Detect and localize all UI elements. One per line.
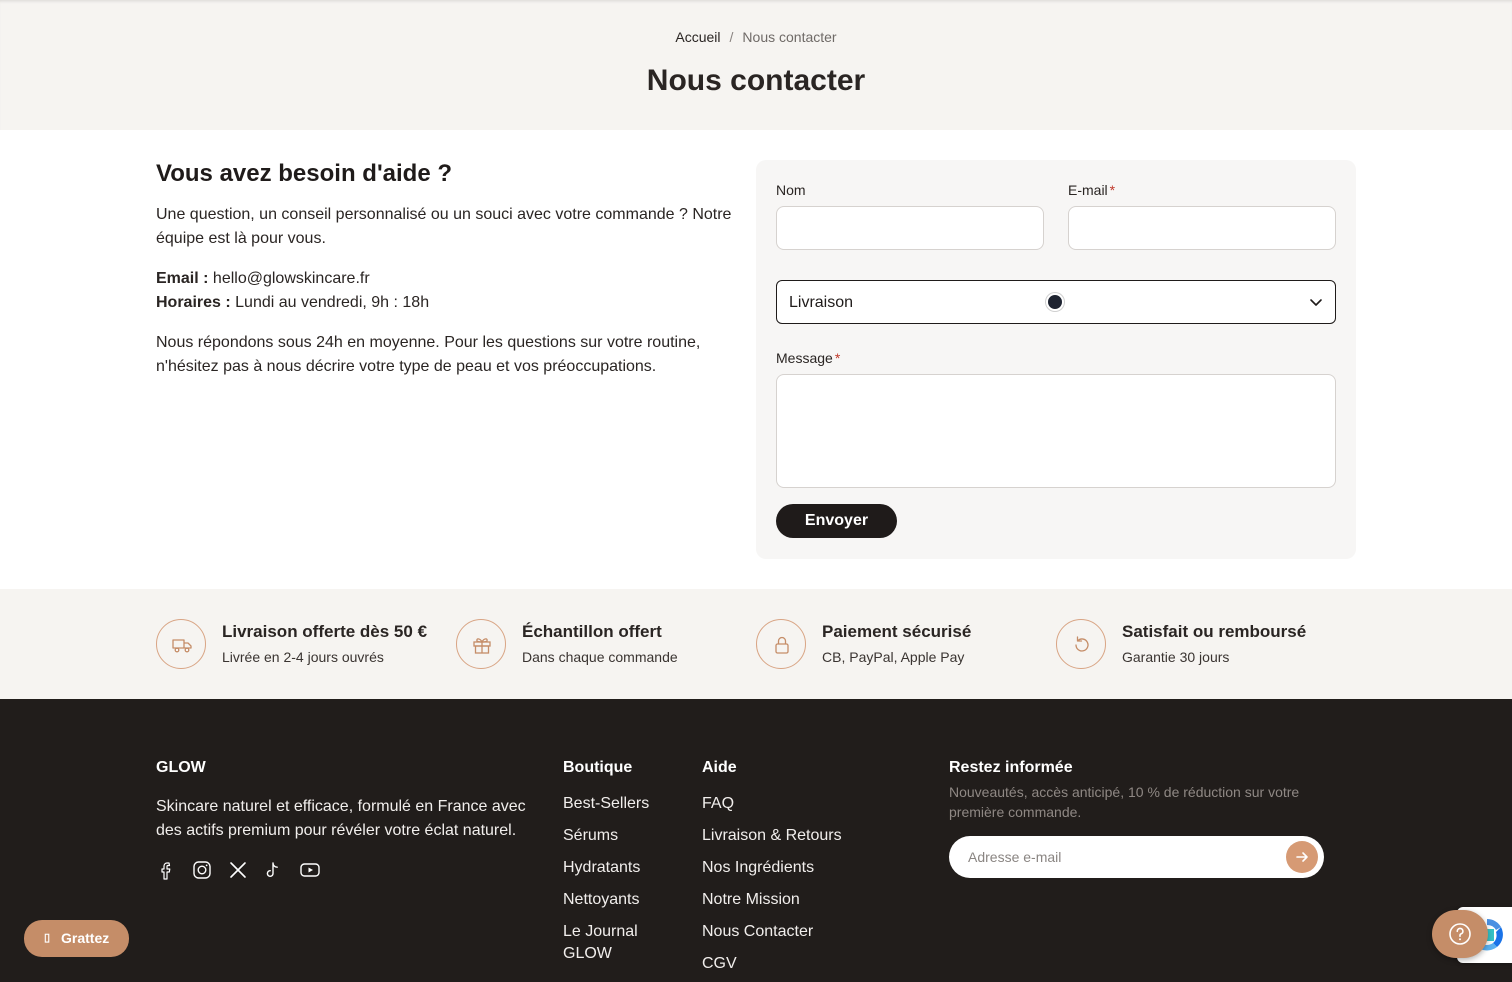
message-label: Message * — [776, 350, 841, 366]
breadcrumb-home-link[interactable]: Accueil — [675, 29, 721, 45]
breadcrumb — [0, 29, 1512, 45]
page-title: Nous contacter — [646, 64, 866, 97]
send-button[interactable]: Envoyer — [776, 504, 897, 538]
lock-icon — [756, 619, 806, 669]
name-label: Nom — [776, 182, 806, 198]
footer-link[interactable]: Best-Sellers — [563, 795, 650, 812]
footer-tagline: Skincare naturel et efficace, formulé en France avec des actifs premium pour révéler votre éclat naturel. — [156, 798, 526, 839]
footer-link[interactable]: Sérums — [563, 827, 619, 844]
social-links — [156, 859, 336, 881]
perk-title: Livraison offerte dès 50 € — [222, 622, 428, 641]
cursor-dot — [1046, 293, 1064, 311]
contact-info — [156, 267, 746, 315]
newsletter-email-input[interactable] — [949, 836, 1324, 878]
newsletter-title: Restez informée — [949, 759, 1073, 776]
chevron-down-icon — [1307, 293, 1325, 311]
breadcrumb-current: Nous contacter — [742, 29, 837, 45]
arrow-right-icon — [1295, 850, 1309, 864]
refresh-icon — [1056, 619, 1106, 669]
footer-link[interactable]: Hydratants — [563, 859, 641, 876]
footer-help-title: Aide — [702, 759, 737, 776]
message-textarea[interactable] — [776, 374, 1336, 488]
help-title: Vous avez besoin d'aide ? — [156, 160, 453, 187]
footer-link[interactable]: Nos Ingrédients — [702, 859, 815, 876]
response-note: Nous répondons sous 24h en moyenne. Pour les questions sur votre routine, n'hésitez pas à nous décrire votre type de peau et vos préoccupations. — [156, 334, 701, 375]
instagram-icon[interactable] — [191, 859, 213, 881]
newsletter-placeholder: Adresse e-mail — [968, 849, 1062, 865]
perk-title: Paiement sécurisé — [822, 622, 972, 641]
truck-icon — [156, 619, 206, 669]
required-mark: * — [834, 350, 841, 366]
newsletter-text: Nouveautés, accès anticipé, 10 % de réduction sur votre première commande. — [949, 784, 1300, 820]
footer-link[interactable]: CGV — [702, 955, 737, 972]
facebook-icon[interactable] — [156, 859, 178, 881]
gift-icon — [456, 619, 506, 669]
youtube-icon[interactable] — [299, 859, 321, 881]
email-link[interactable]: hello@glowskincare.fr — [212, 270, 370, 287]
gift-icon: ▯ — [44, 932, 51, 944]
perk-title: Échantillon offert — [522, 622, 662, 641]
question-icon — [1448, 922, 1472, 946]
footer-link[interactable]: Livraison & Retours — [702, 827, 842, 844]
hours-value: Lundi au vendredi, 9h : 18h — [235, 294, 430, 311]
hours-label: Horaires : — [156, 294, 231, 311]
breadcrumb-separator: / — [729, 29, 734, 45]
footer-shop-links — [563, 793, 673, 975]
help-chat-button[interactable] — [1432, 910, 1488, 958]
perk-shipping — [156, 619, 446, 669]
tiktok-icon[interactable] — [262, 859, 284, 881]
subject-select[interactable] — [776, 280, 1336, 324]
perk-title: Satisfait ou remboursé — [1122, 622, 1307, 641]
footer-link[interactable]: FAQ — [702, 795, 735, 812]
footer-link[interactable]: Nettoyants — [563, 891, 640, 908]
perk-subtitle: CB, PayPal, Apple Pay — [822, 649, 965, 665]
perk-refund — [1056, 619, 1346, 669]
perk-payment — [756, 619, 1046, 669]
perk-subtitle: Garantie 30 jours — [1122, 649, 1230, 665]
name-input[interactable] — [776, 206, 1044, 250]
x-icon[interactable] — [227, 859, 249, 881]
perk-subtitle: Dans chaque commande — [522, 649, 678, 665]
newsletter-submit-button[interactable] — [1286, 841, 1318, 873]
perks-bar — [0, 589, 1512, 699]
page-header — [0, 0, 1512, 130]
scratch-game-button[interactable] — [24, 920, 129, 957]
perk-sample — [456, 619, 746, 669]
help-section — [156, 160, 746, 379]
footer-help-links — [702, 793, 902, 982]
perk-subtitle: Livrée en 2-4 jours ouvrés — [222, 649, 384, 665]
scratch-label: Grattez — [61, 930, 110, 946]
email-field-label: E-mail * — [1068, 182, 1116, 198]
subject-select-value: Livraison — [789, 294, 854, 311]
help-intro: Une question, un conseil personnalisé ou un souci avec votre commande ? Notre équipe est là pour vous. — [156, 206, 732, 247]
footer-link[interactable]: Nous Contacter — [702, 923, 814, 940]
required-mark: * — [1109, 182, 1116, 198]
footer-brand[interactable]: GLOW — [156, 759, 206, 776]
footer-link[interactable]: Le Journal GLOW — [563, 923, 638, 962]
email-input[interactable] — [1068, 206, 1336, 250]
footer-link[interactable]: Notre Mission — [702, 891, 800, 908]
contact-form — [756, 160, 1356, 559]
footer — [0, 699, 1512, 982]
email-label: Email : — [156, 270, 209, 287]
footer-shop-title: Boutique — [563, 759, 633, 776]
